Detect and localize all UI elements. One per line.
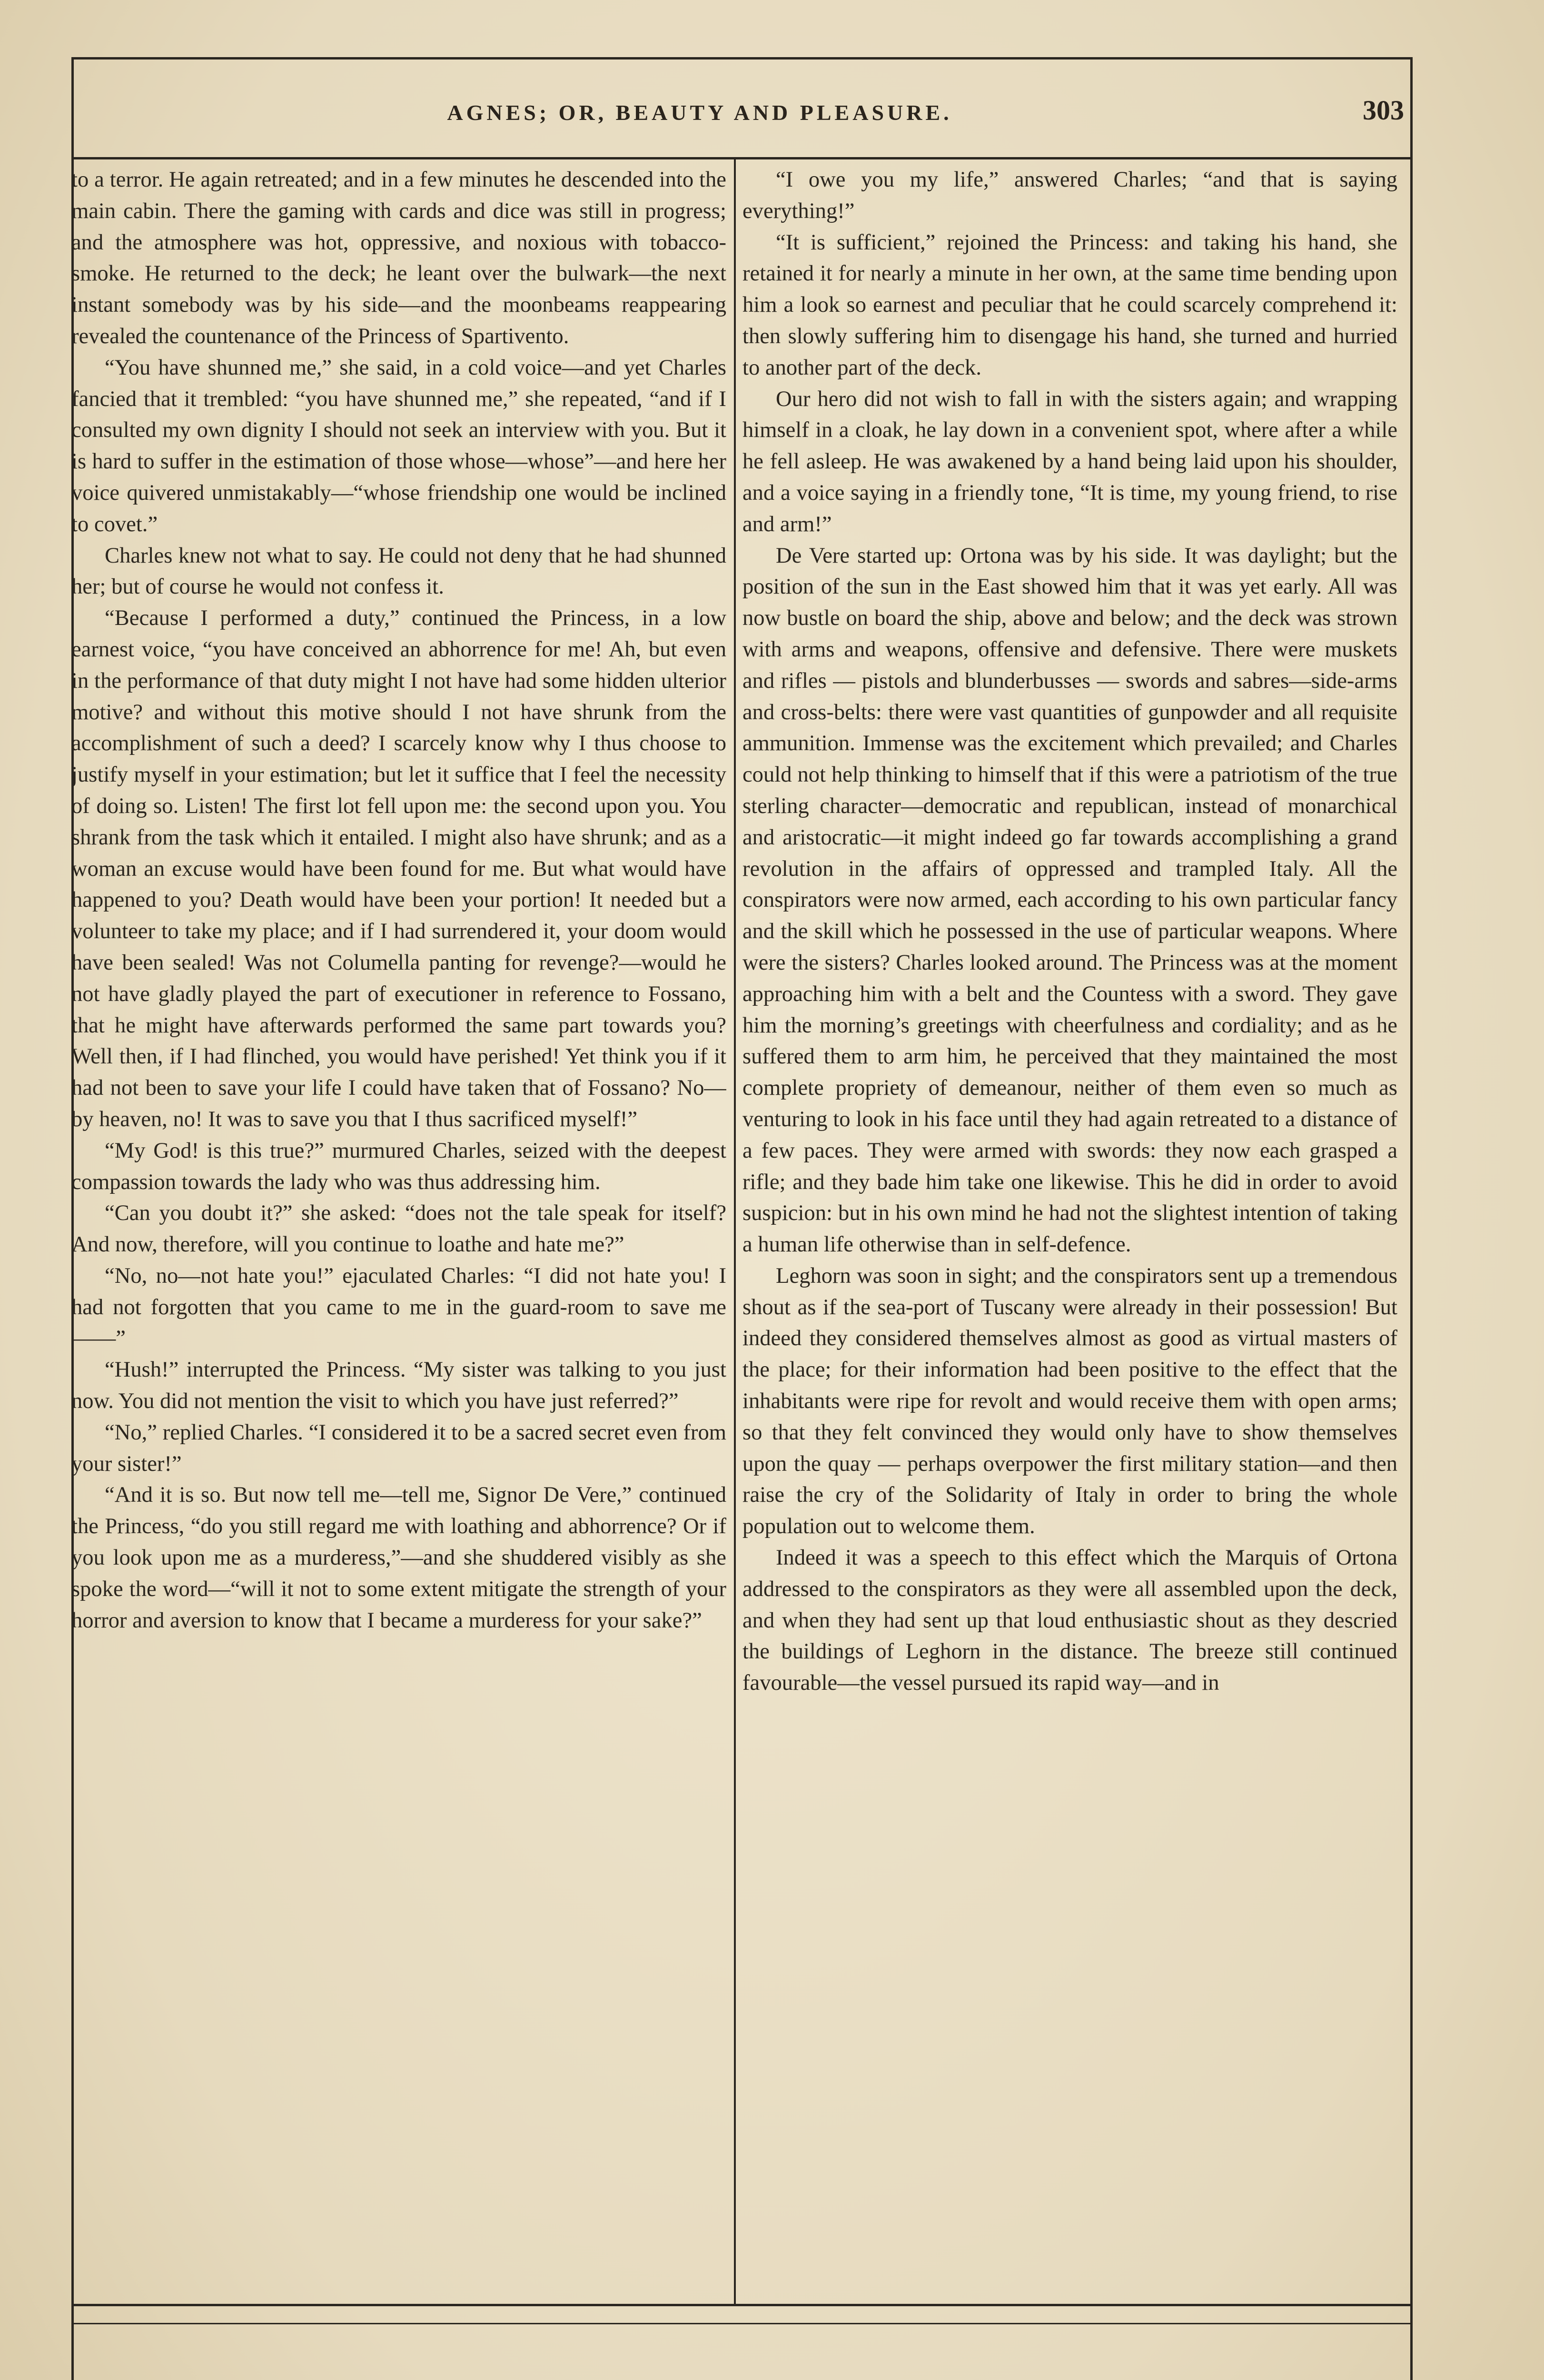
paragraph: Our hero did not wish to fall in with the sisters again; and wrapping himself in a cloak, he lay down in a convenient spot, where after a while he fell asleep. He was awakened by a hand being laid upon his shoulder, and a voice saying in a friendly tone, “It is time, my young friend, to rise and arm!” xyxy=(742,386,1397,536)
page-number: 303 xyxy=(1363,95,1404,126)
bottom-rule-thin xyxy=(71,2323,1413,2324)
bottom-rule xyxy=(71,2304,1413,2306)
right-column xyxy=(742,164,1397,2292)
paragraph: De Vere started up: Ortona was by his side. It was daylight; but the position of the sun in the East showed him that it was yet early. All was now bustle on board the ship, above and below; and the deck was strown with arms and weapons, offensive and defensive. There were muskets and rifles — pistols and blunderbusses — swords and sabres—side-arms and cross-belts: there were vast quantities of gunpowder and all requisite ammunition. Immense was the excitement which prevailed; and Charles could not help thinking to himself that if this were a patriotism of the true sterling character—democratic and republican, instead of monarchical and aristocratic—it might indeed go far towards accomplishing a grand revolution in the affairs of oppressed and trampled Italy. All the conspirators were now armed, each according to his own particular fancy and the skill which he possessed in the use of particular weapons. Where were the sisters? Charles looked around. The Princess was at the moment approaching him with a belt and the Countess with a sword. They gave him the morning’s greetings with cheerfulness and cordiality; and as he suffered them to arm him, he perceived that they maintained the most complete propriety of demeanour, neither of them even so much as venturing to look in his face until they had again retreated to a distance of a few paces. They were armed with swords: they now each grasped a rifle; and they bade him take one likewise. This he did in order to avoid suspicion: but in his own mind he had not the slightest intention of taking a human life otherwise than in self-defence. xyxy=(742,543,1397,1257)
left-column xyxy=(71,164,726,2292)
paragraph: “Can you doubt it?” she asked: “does not the tale speak for itself? And now, therefore, will you continue to loathe and hate me?” xyxy=(71,1200,726,1257)
paragraph: “I owe you my life,” answered Charles; “and that is saying everything!” xyxy=(742,167,1397,223)
header-rule xyxy=(71,157,1413,159)
paragraph: Charles knew not what to say. He could not deny that he had shunned her; but of course he would not confess it. xyxy=(71,543,726,599)
paragraph: “And it is so. But now tell me—tell me, Signor De Vere,” continued the Princess, “do you still regard me with loathing and abhorrence? Or if you look upon me as a murderess,”—and she shuddered visibly as she spoke the word—“will it not to some extent mitigate the strength of your horror and aversion to know that I became a murderess for your sake?” xyxy=(71,1482,726,1633)
paragraph: “My God! is this true?” murmured Charles, seized with the deepest compassion towards the lady who was thus addressing him. xyxy=(71,1138,726,1194)
paragraph: “No, no—not hate you!” ejaculated Charles: “I did not hate you! I had not forgotten that you came to me in the guard-room to save me——” xyxy=(71,1263,726,1351)
paragraph: “It is sufficient,” rejoined the Princess: and taking his hand, she retained it for nearly a minute in her own, at the same time bending upon him a look so earnest and peculiar that he could scarcely comprehend it: then slowly suffering him to disengage his hand, she turned and hurried to another part of the deck. xyxy=(742,229,1397,380)
paragraph: “Hush!” interrupted the Princess. “My sister was talking to you just now. You did not mention the visit to which you have just referred?” xyxy=(71,1357,726,1414)
paragraph: Indeed it was a speech to this effect which the Marquis of Ortona addressed to the conspirators as they were all assembled upon the deck, and when they had sent up that loud enthusiastic shout as they descried the buildings of Leghorn in the distance. The breeze still continued favourable—the vessel pursued its rapid way—and in xyxy=(742,1545,1397,1696)
paragraph: “No,” replied Charles. “I considered it to be a sacred secret even from your sister!” xyxy=(71,1419,726,1476)
running-title: AGNES; OR, BEAUTY AND PLEASURE. xyxy=(447,100,952,125)
paragraph: to a terror. He again retreated; and in a few minutes he descended into the main cabin. There the gaming with cards and dice was still in progress; and the atmosphere was hot, oppressive, and noxious with tobacco-smoke. He returned to the deck; he leant over the bulwark—the next instant somebody was by his side—and the moonbeams reappearing revealed the countenance of the Princess of Spartivento. xyxy=(71,167,726,348)
column-divider xyxy=(734,157,736,2304)
paragraph: “You have shunned me,” she said, in a cold voice—and yet Charles fancied that it trembled: “you have shunned me,” she repeated, “and if I consulted my own dignity I should not seek an interview with you. But it is hard to suffer in the estimation of those whose—whose”—and here her voice quivered unmistakably—“whose friendship one would be inclined to covet.” xyxy=(71,355,726,536)
top-rule xyxy=(71,57,1413,60)
paragraph: Leghorn was soon in sight; and the conspirators sent up a tremendous shout as if the sea-port of Tuscany were already in their possession! But indeed they considered themselves almost as good as virtual masters of the place; for their information had been positive to the effect that the inhabitants were ripe for revolt and would receive them with open arms; so that they felt convinced they would only have to show themselves upon the quay — perhaps overpower the first military station—and then raise the cry of the Solidarity of Italy in order to bring the whole population out to welcome them. xyxy=(742,1263,1397,1539)
paragraph: “Because I performed a duty,” continued the Princess, in a low earnest voice, “you have conceived an abhorrence for me! Ah, but even in the performance of that duty might I not have had some hidden ulterior motive? and without this motive should I not have shrunk from the accomplishment of such a deed? I scarcely know why I thus choose to justify myself in your estimation; but let it suffice that I feel the necessity of doing so. Listen! The first lot fell upon me: the second upon you. You shrank from the task which it entailed. I might also have shrunk; and as a woman an excuse would have been found for me. But what would have happened to you? Death would have been your portion! It needed but a volunteer to take my place; and if I had surrendered it, your doom would have been sealed! Was not Columella panting for revenge?—would he not have gladly played the part of executioner in reference to Fossano, that he might have afterwards performed the same part towards you? Well then, if I had flinched, you would have perished! Yet think you if it had not been to save your life I could have taken that of Fossano? No—by heaven, no! It was to save you that I thus sacrificed myself!” xyxy=(71,605,726,1131)
